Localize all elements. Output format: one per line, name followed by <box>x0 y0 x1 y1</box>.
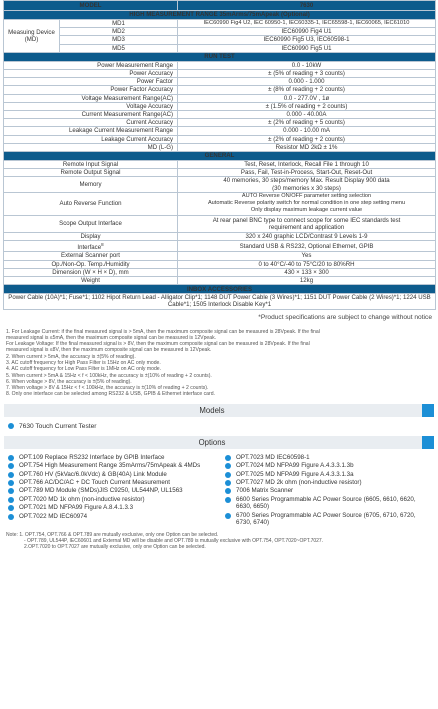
model-header-row <box>4 1 436 11</box>
hmr-section-row <box>4 11 436 20</box>
md-row <box>4 44 436 52</box>
run-value: ± (2% of reading + 5 counts) <box>178 119 436 127</box>
memory-line: 40 memories, 30 steps/memory Max. Result Display 900 data <box>223 177 390 185</box>
general-row <box>4 260 436 268</box>
option-item <box>225 479 430 487</box>
run-row <box>4 119 436 127</box>
run-label: Voltage Accuracy <box>4 102 178 110</box>
option-text: OPT.7024 MD NFPA99 Figure A.4.3.3.1.3b <box>236 462 354 470</box>
run-label: Power Factor <box>4 78 178 86</box>
run-row <box>4 70 436 78</box>
models-accent-square <box>422 404 434 417</box>
general-label: Weight <box>4 276 178 284</box>
run-row <box>4 86 436 94</box>
bullet-icon <box>225 455 231 461</box>
general-label: Scope Output Interface <box>4 215 178 232</box>
run-row <box>4 143 436 151</box>
option-item <box>8 496 213 504</box>
general-value <box>178 192 436 215</box>
run-label: Power Accuracy <box>4 70 178 78</box>
footnote-line: 2. When current > 5mA, the accuracy is ±(5% of reading). <box>6 353 136 360</box>
footnote-line: measured signal is ≤5mA, then the maximum composite signal can be measured is 12Vpeak. <box>6 334 217 341</box>
models-section-bar <box>4 404 434 417</box>
run-value: 0.000 - 1.000 <box>178 78 436 86</box>
scope-line: At rear panel BNC type to connect scope for some IEC standards test <box>212 216 401 224</box>
options-right-column <box>213 454 430 528</box>
run-label: Leakage Current Measurement Range <box>4 127 178 135</box>
bullet-icon <box>8 463 14 469</box>
bullet-icon <box>225 472 231 478</box>
run-test-section-title: RUN TEST <box>4 52 436 61</box>
bullet-icon <box>8 497 14 503</box>
general-value: 0 to 40°C/-40 to 75°C/20 to 80%RH <box>178 260 436 268</box>
auto-reverse-line: Only display maximum leakage current value <box>250 207 363 214</box>
general-label: Display <box>4 232 178 240</box>
run-value: ± (5% of reading + 3 counts) <box>178 70 436 78</box>
md-value: IEC60990 Fig5 U3, IEC60598-1 <box>178 36 436 44</box>
run-row <box>4 94 436 102</box>
bullet-icon <box>8 505 14 511</box>
options-title: Options <box>198 437 226 447</box>
footnote-line: 6. When voltage > 8V, the accuracy is ±(5% of reading). <box>6 378 132 385</box>
footnote-line: 1. For Leakage Current: if the final measured signal is > 5mA, then the maximum composite signal can be measured is 28Vpeak. If the final <box>6 328 320 335</box>
run-row <box>4 61 436 69</box>
interface-footnote-ref: 8 <box>101 242 104 248</box>
footnote-line: 8. Only one interface can be selected among RS232 & USB, GPIB & Ethernet interface card. <box>6 391 215 398</box>
memory-line: (30 memories x 30 steps) <box>272 184 341 192</box>
general-row <box>4 215 436 232</box>
auto-reverse-line: Automatic Reverse polarity switch for normal condition in one step setting menu <box>207 200 406 207</box>
md-name: MD1 <box>60 20 178 28</box>
option-text: OPT.766 AC/DC/AC + DC Touch Current Measurement <box>19 478 171 486</box>
options-note-line: Note: 1. OPT.754, OPT.766 & OPT.789 are mutually exclusive, only one Option can be selected. <box>6 531 219 538</box>
run-label: Power Measurement Range <box>4 61 178 69</box>
run-row <box>4 111 436 119</box>
md-value: IEC60990 Fig4 U2, IEC 60950-1, IEC60335-1, IEC65598-1, IEC60065, IEC61010 <box>178 20 436 28</box>
bullet-icon <box>225 497 231 503</box>
option-item <box>225 471 430 479</box>
option-item <box>225 462 430 470</box>
auto-reverse-line: AUTO Reverse ON/OFF parameter setting selection <box>241 193 372 200</box>
options-note-line: - OPT.789, UL544P, IEC60601 and External MD will be disable and OPT.789 is mutually exclusive with OPT.754, OPT.7020~OPT.7027. <box>24 537 324 544</box>
interface-label: Interface <box>77 244 102 252</box>
option-text: 7006 Matrix Scanner <box>236 487 294 495</box>
run-value: Resistor MD 2kΩ ± 1% <box>178 143 436 151</box>
run-label: MD (L-G) <box>4 143 178 151</box>
options-accent-square <box>422 436 434 449</box>
option-item <box>8 462 213 470</box>
option-text: OPT.109 Replace RS232 Interface by GPIB Interface <box>19 453 165 461</box>
bullet-icon <box>8 514 14 520</box>
run-row <box>4 78 436 86</box>
footnotes <box>6 329 432 398</box>
general-row <box>4 276 436 284</box>
general-row <box>4 161 436 169</box>
bullet-icon <box>8 455 14 461</box>
general-row <box>4 268 436 276</box>
general-value: Pass, Fail, Test-in-Process, Start-Out, Reset-Out <box>178 169 436 177</box>
run-value: 0.000 - 10.00 mA <box>178 127 436 135</box>
general-row <box>4 252 436 260</box>
run-value: ± (1.5% of reading + 2 counts) <box>178 102 436 110</box>
bullet-icon <box>225 513 231 519</box>
model-item <box>8 423 430 430</box>
general-section-title: GENERAL <box>4 152 436 161</box>
model-item-text: 7630 Touch Current Tester <box>19 422 97 430</box>
run-row <box>4 135 436 143</box>
general-row <box>4 169 436 177</box>
option-item <box>8 479 213 487</box>
general-value: Yes <box>178 252 436 260</box>
general-value <box>178 177 436 192</box>
general-label: Auto Reverse Function <box>4 192 178 215</box>
footnote-line: 5. When current > 5mA & 15Hz < f < 100kHz, the accuracy is ±(10% of reading + 2 counts). <box>6 372 212 379</box>
general-row <box>4 232 436 240</box>
option-text: OPT.789 MD Module (SMDs)JIS C9250, UL544NP, UL1563 <box>19 487 183 495</box>
run-value: 0.0 - 10kW <box>178 61 436 69</box>
footnote-line: 3. AC cutoff frequency for High Pass Filter is 15Hz on AC only mode. <box>6 360 161 366</box>
option-item <box>8 504 213 512</box>
bullet-icon <box>8 480 14 486</box>
general-value: 320 x 240 graphic LCD/Contrast 9 Levels 1-9 <box>178 232 436 240</box>
option-text: OPT.754 High Measurement Range 35mArms/75mApeak & 4MDs <box>19 462 201 470</box>
option-item <box>225 487 430 495</box>
option-text: OPT.7027 MD 2k ohm (non-inductive resistor) <box>236 478 362 486</box>
options-left-column <box>8 454 213 528</box>
scope-line: requirement and application <box>268 223 345 231</box>
bullet-icon <box>8 488 14 494</box>
md-row <box>4 20 436 28</box>
option-text: OPT.7021 MD NFPA99 Figure A.8.4.1.3.3 <box>19 504 134 512</box>
option-item <box>225 454 430 462</box>
general-row <box>4 177 436 192</box>
option-item <box>8 487 213 495</box>
run-label: Power Factor Accuracy <box>4 86 178 94</box>
inbox-row <box>4 294 436 309</box>
general-label: Remote Input Signal <box>4 161 178 169</box>
general-value: 12kg <box>178 276 436 284</box>
option-item <box>8 454 213 462</box>
models-title: Models <box>199 405 225 415</box>
general-value: Standard USB & RS232, Optional Ethernet, GPIB <box>178 241 436 252</box>
inbox-accessories-text: Power Cable (10A)*1; Fuse*1; 1102 Hipot Return Lead - Alligator Clip*1; 1148 DUT Power Cable (3 Wires)*1; 1151 DUT Power Cable (2 Wires)*1; 1224 USB Cable*1; 1505 Interlock Disable Key*1 <box>4 294 436 309</box>
general-value: 430 × 133 × 300 <box>178 268 436 276</box>
run-value: ± (2% of reading + 2 counts) <box>178 135 436 143</box>
general-label: External Scanner port <box>4 252 178 260</box>
run-label: Leakage Current Accuracy <box>4 135 178 143</box>
md-name: MD5 <box>60 44 178 52</box>
options-note-line: 2.OPT.7020 to OPT.7027 are mutually exclusive, only one Option can be selected. <box>24 543 206 550</box>
md-name: MD3 <box>60 36 178 44</box>
model-label: MODEL <box>4 1 178 11</box>
md-value: IEC60990 Fig4 U1 <box>178 28 436 36</box>
run-value: ± (8% of reading + 2 counts) <box>178 86 436 94</box>
general-value <box>178 215 436 232</box>
option-text: OPT.7020 MD 1k ohm (non-inductive resistor) <box>19 495 145 503</box>
option-text: 6700 Series Programmable AC Power Source (6705, 6710, 6720, 6730, 6740) <box>236 511 416 527</box>
run-value: 0.000 - 40.00A <box>178 111 436 119</box>
general-label: Op./Non-Op. Temp./Humidity <box>4 260 178 268</box>
general-label: Dimension (W × H × D), mm <box>4 268 178 276</box>
options-list <box>8 454 430 528</box>
option-text: OPT.760 HV (5kVac/6.0kVdc) & GB(40A) Link Module <box>19 470 167 478</box>
md-row <box>4 36 436 44</box>
hmr-section-title: HIGH MEASUREMENT RANGE 35mArms/75mApeak (Optional) <box>4 11 436 20</box>
run-label: Current Accuracy <box>4 119 178 127</box>
options-section-bar <box>4 436 434 449</box>
footnote-line: 4. AC cutoff frequency for Low Pass Filter is 1MHz on AC only mode. <box>6 366 162 373</box>
footnote-line: For Leakage Voltage: If the final measured signal is > 8V, then the maximum composite signal can be measured is 28Vpeak. If the final <box>6 341 310 348</box>
general-label <box>4 241 178 252</box>
bullet-icon <box>225 480 231 486</box>
option-text: OPT.7025 MD NFPA99 Figure A.4.3.3.1.3a <box>236 470 354 478</box>
bullet-icon <box>8 472 14 478</box>
run-row <box>4 102 436 110</box>
inbox-section-title: INBOX ACCESSORIES <box>4 285 436 294</box>
md-value: IEC60990 Fig5 U1 <box>178 44 436 52</box>
footnote-line: 7. When voltage > 8V & 15Hz < f < 100kHz, the accuracy is ±(10% of reading + 2 counts). <box>6 385 209 392</box>
option-item <box>225 512 430 527</box>
md-row <box>4 28 436 36</box>
run-row <box>4 127 436 135</box>
general-row <box>4 241 436 252</box>
spec-table <box>3 0 436 310</box>
run-label: Current Measurement Range(AC) <box>4 111 178 119</box>
option-text: OPT.7022 MD IEC60974 <box>19 512 88 520</box>
general-label: Remote Output Signal <box>4 169 178 177</box>
general-value: Test, Reset, Interlock, Recall File 1 through 10 <box>178 161 436 169</box>
md-name: MD2 <box>60 28 178 36</box>
measuring-device-label: Measuing Device (MD) <box>4 20 60 53</box>
model-number: 7630 <box>178 1 436 11</box>
option-item <box>8 471 213 479</box>
run-value: 0.0 - 277.0V , 1ø <box>178 94 436 102</box>
general-section-row <box>4 152 436 161</box>
option-item <box>225 496 430 511</box>
general-row <box>4 192 436 215</box>
run-label: Voltage Measurement Range(AC) <box>4 94 178 102</box>
run-test-section-row <box>4 52 436 61</box>
footnote-line: measured signal is ≤8V, then the maximum composite signal can be measured is 12Vpeak. <box>6 347 212 354</box>
options-notes <box>6 532 432 550</box>
option-text: 6600 Series Programmable AC Power Source (6605, 6610, 6620, 6630, 6650) <box>236 495 416 511</box>
inbox-section-row <box>4 285 436 294</box>
option-item <box>8 513 213 521</box>
bullet-icon <box>8 423 14 429</box>
bullet-icon <box>225 488 231 494</box>
option-text: OPT.7023 MD IEC60598-1 <box>236 453 310 461</box>
bullet-icon <box>225 463 231 469</box>
general-label: Memory <box>4 177 178 192</box>
product-spec-note: *Product specifications are subject to change without notice <box>258 313 432 321</box>
